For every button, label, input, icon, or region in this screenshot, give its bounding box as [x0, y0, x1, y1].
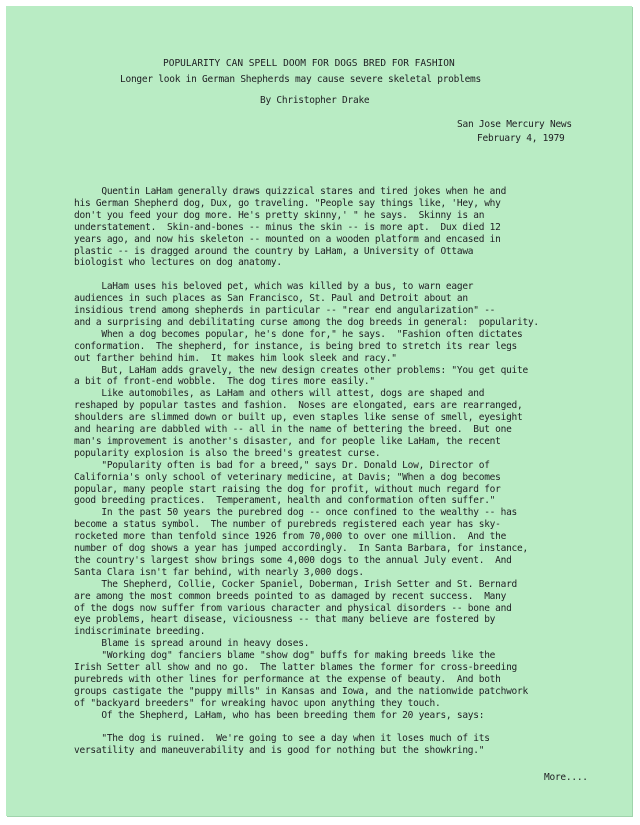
article-line: conformation. The shepherd, for instance, is being bred to stretch its rear legs: [74, 340, 518, 352]
article-line: audiences in such places as San Francisco, St. Paul and Detroit about an: [74, 293, 468, 305]
article-line: rocketed more than tenfold since 1926 from 70,000 to over one million. And the: [74, 531, 507, 543]
publication-date: February 4, 1979: [477, 133, 565, 144]
article-line: plastic -- is dragged around the country by LaHam, a University of Ottawa: [74, 245, 474, 257]
article-line: "Popularity often is bad for a breed," says Dr. Donald Low, Director of: [74, 459, 490, 471]
article-line: shoulders are slimmed down or built up, even staples like sense of smell, eyesight: [74, 412, 523, 424]
article-line: Of the Shepherd, LaHam, who has been breeding them for 20 years, says:: [74, 709, 485, 721]
subheadline: Longer look in German Shepherds may cause severe skeletal problems: [120, 74, 481, 85]
article-line: indiscriminate breeding.: [74, 626, 206, 638]
article-line: California's only school of veterinary medicine, at Davis; "When a dog becomes: [74, 471, 501, 483]
article-line: "Working dog" fanciers blame "show dog" buffs for making breeds like the: [74, 650, 496, 662]
article-line: biologist who lectures on dog anatomy.: [74, 257, 282, 269]
article-line: insidious trend among shepherds in particular -- "rear end angularization" --: [74, 305, 496, 316]
newspaper-clipping-page: [6, 6, 632, 816]
article-line: Irish Setter all show and no go. The latter blames the former for cross-breeding: [74, 662, 518, 673]
article-line: Like automobiles, as LaHam and others will attest, dogs are shaped and: [74, 388, 485, 400]
article-line: LaHam uses his beloved pet, which was killed by a bus, to warn eager: [74, 281, 474, 293]
source-publication: San Jose Mercury News: [457, 119, 572, 130]
article-line: Blame is spread around in heavy doses.: [74, 638, 310, 650]
article-line: are among the most common breeds pointed to as damaged by recent success. Many: [74, 590, 507, 602]
article-line: In the past 50 years the purebred dog -- once confined to the wealthy -- has: [74, 507, 518, 519]
article-line: eye problems, heart disease, viciousness -- that many believe are fostered by: [74, 614, 496, 626]
article-line: understatement. Skin-and-bones -- minus the skin -- is more apt. Dux died 12: [74, 221, 501, 233]
article-line: popularity explosion is also the breed's greatest curse.: [74, 447, 381, 459]
article-line: of the dogs now suffer from various character and physical disorders -- bone and: [74, 602, 512, 614]
article-line: his German Shepherd dog, Dux, go traveling. "People say things like, 'Hey, why: [74, 197, 501, 209]
article-line: purebreds with other lines for performance at the expense of beauty. And both: [74, 673, 501, 685]
article-line: out farther behind him. It makes him look sleek and racy.": [74, 352, 397, 364]
article-line: versatility and maneuverability and is good for nothing but the showkring.": [74, 745, 485, 757]
article-line: "The dog is ruined. We're going to see a day when it loses much of its: [74, 733, 490, 745]
more-indicator: More....: [544, 772, 588, 783]
article-line: groups castigate the "puppy mills" in Kansas and Iowa, and the nationwide patchwork: [74, 685, 528, 697]
article-line: When a dog becomes popular, he's done for," he says. "Fashion often dictates: [74, 328, 523, 340]
article-line: But, LaHam adds gravely, the new design creates other problems: "You get quite: [74, 364, 528, 376]
article-line: become a status symbol. The number of purebreds registered each year has sky-: [74, 519, 501, 531]
article-line: Santa Clara isn't far behind, with nearly 3,000 dogs.: [74, 566, 364, 578]
article-line: The Shepherd, Collie, Cocker Spaniel, Doberman, Irish Setter and St. Bernard: [74, 578, 518, 590]
article-line: don't you feed your dog more. He's pretty skinny,' " he says. Skinny is an: [74, 209, 485, 221]
article-line: and a surprising and debilitating curse among the dog breeds in general: popularity.: [74, 316, 539, 328]
article-line: of "backyard breeders" for wreaking havoc upon anything they touch.: [74, 697, 441, 709]
article-line: good breeding practices. Temperament, health and conformation often suffer.": [74, 495, 496, 507]
article-line: a bit of front-end wobble. The dog tires more easily.": [74, 376, 375, 388]
article-line: reshaped by popular tastes and fashion. Noses are elongated, ears are rearranged,: [74, 400, 523, 412]
article-line: popular, many people start raising the dog for profit, without much regard for: [74, 483, 501, 495]
headline: POPULARITY CAN SPELL DOOM FOR DOGS BRED FOR FASHION: [163, 58, 455, 69]
article-line: number of dog shows a year has jumped accordingly. In Santa Barbara, for instance,: [74, 543, 528, 554]
article-line: and hearing are dabbled with -- all in the name of bettering the breed. But one: [74, 424, 512, 435]
article-line: the country's largest show brings some 4,000 dogs to the annual July event. And: [74, 554, 512, 566]
article-line: years ago, and now his skeleton -- mounted on a wooden platform and encased in: [74, 233, 501, 245]
article-line: Quentin LaHam generally draws quizzical stares and tired jokes when he and: [74, 186, 507, 197]
article-line: man's improvement is another's disaster, and for people like LaHam, the recent: [74, 435, 501, 447]
byline: By Christopher Drake: [260, 95, 370, 106]
